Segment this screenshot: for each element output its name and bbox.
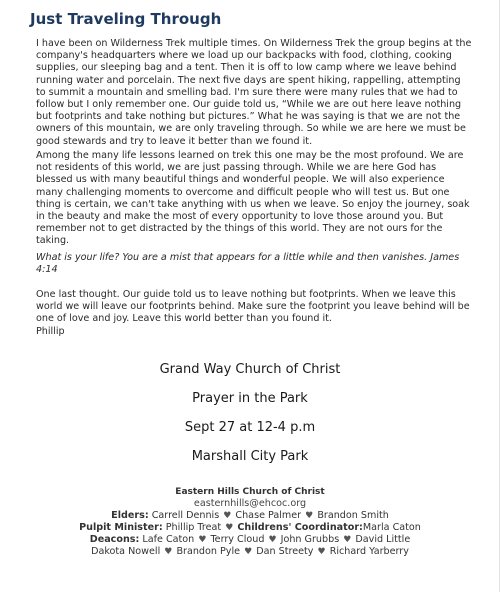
deacon-name: Terry Cloud — [210, 534, 265, 545]
deacons-label: Deacons: — [89, 534, 140, 545]
elders-label: Elders: — [111, 510, 149, 521]
heart-icon: ♥ — [343, 535, 352, 545]
author-signature: Phillip — [36, 326, 65, 337]
event-location: Marshall City Park — [191, 449, 309, 464]
childrens-coordinator-name: Marla Caton — [362, 522, 421, 533]
footer-deacons-line-2 — [0, 546, 500, 558]
heart-icon: ♥ — [305, 511, 314, 521]
heart-icon: ♥ — [164, 547, 173, 557]
deacon-name: Richard Yarberry — [329, 546, 409, 557]
childrens-label: Childrens' Coordinator: — [237, 522, 363, 533]
scripture-verse: What is your life? You are a mist that appears for a little while and then vanishes. James 4:14 — [36, 252, 460, 276]
deacon-name: David Little — [355, 534, 411, 545]
event-church: Grand Way Church of Christ — [159, 362, 341, 377]
article-paragraph-2: Among the many life lessons learned on trek this one may be the most profound. We are not residents of this world, we are just passing through. While we are here God has blessed us with many beautiful things and wonderful people. We will also experience many challenging moments to overcome and difficult people who will test us. But one thing is certain, we can't take anything with us when we leave. So enjoy the journey, soak in the beauty and make the most of every opportunity to love those around you. But remember not to get distracted by the things of this world. They are not ours for the taking. — [36, 150, 470, 247]
footer-church-name: Eastern Hills Church of Christ — [175, 487, 325, 497]
footer-elders-line — [0, 510, 500, 522]
deacon-name: Lafe Caton — [142, 534, 195, 545]
article-title: Just Traveling Through — [30, 10, 222, 28]
heart-icon: ♥ — [317, 547, 326, 557]
event-name: Prayer in the Park — [192, 391, 308, 406]
article-paragraph-1: I have been on Wilderness Trek multiple times. On Wilderness Trek the group begins at the company's headquarters where we load up our backpacks with food, clothing, cooking supplies, our sleeping bag and a tent. Then it is off to low camp where we leave behind running water and porcelain. The next five days are spent hiking, rappelling, attempting to summit a mountain and smelling bad. I'm sure there were many rules that we had to follow but I only remember one. Our guide told us, “While we are out here leave nothing but footprints and take nothing but pictures.” What he was saying is that we are not the owners of this mountain, we are only traveling through. So while we are here we must be good stewards and try to leave it better than we found it. — [36, 38, 472, 147]
heart-icon: ♥ — [225, 523, 234, 533]
heart-icon: ♥ — [223, 511, 232, 521]
heart-icon: ♥ — [198, 535, 207, 545]
footer-email: easternhills@ehcoc.org — [193, 498, 307, 509]
pulpit-label: Pulpit Minister: — [79, 522, 163, 533]
footer-deacons-line — [0, 534, 500, 546]
article-paragraph-3: One last thought. Our guide told us to leave nothing but footprints. When we leave this world we will leave our footprints behind. Make sure the footprint you leave behind will be one of love and joy. Leave this world better than you found it. — [36, 289, 470, 325]
elder-name: Carrell Dennis — [151, 510, 220, 521]
pulpit-minister-name: Phillip Treat — [165, 522, 222, 533]
elder-name: Brandon Smith — [317, 510, 389, 521]
heart-icon: ♥ — [268, 535, 277, 545]
deacon-name: Brandon Pyle — [176, 546, 241, 557]
deacon-name: Dan Streety — [256, 546, 314, 557]
deacon-name: Dakota Nowell — [91, 546, 161, 557]
elder-name: Chase Palmer — [235, 510, 302, 521]
event-date-time: Sept 27 at 12-4 p.m — [184, 420, 316, 435]
deacon-name: John Grubbs — [280, 534, 340, 545]
heart-icon: ♥ — [244, 547, 253, 557]
footer-ministers-line — [0, 522, 500, 534]
